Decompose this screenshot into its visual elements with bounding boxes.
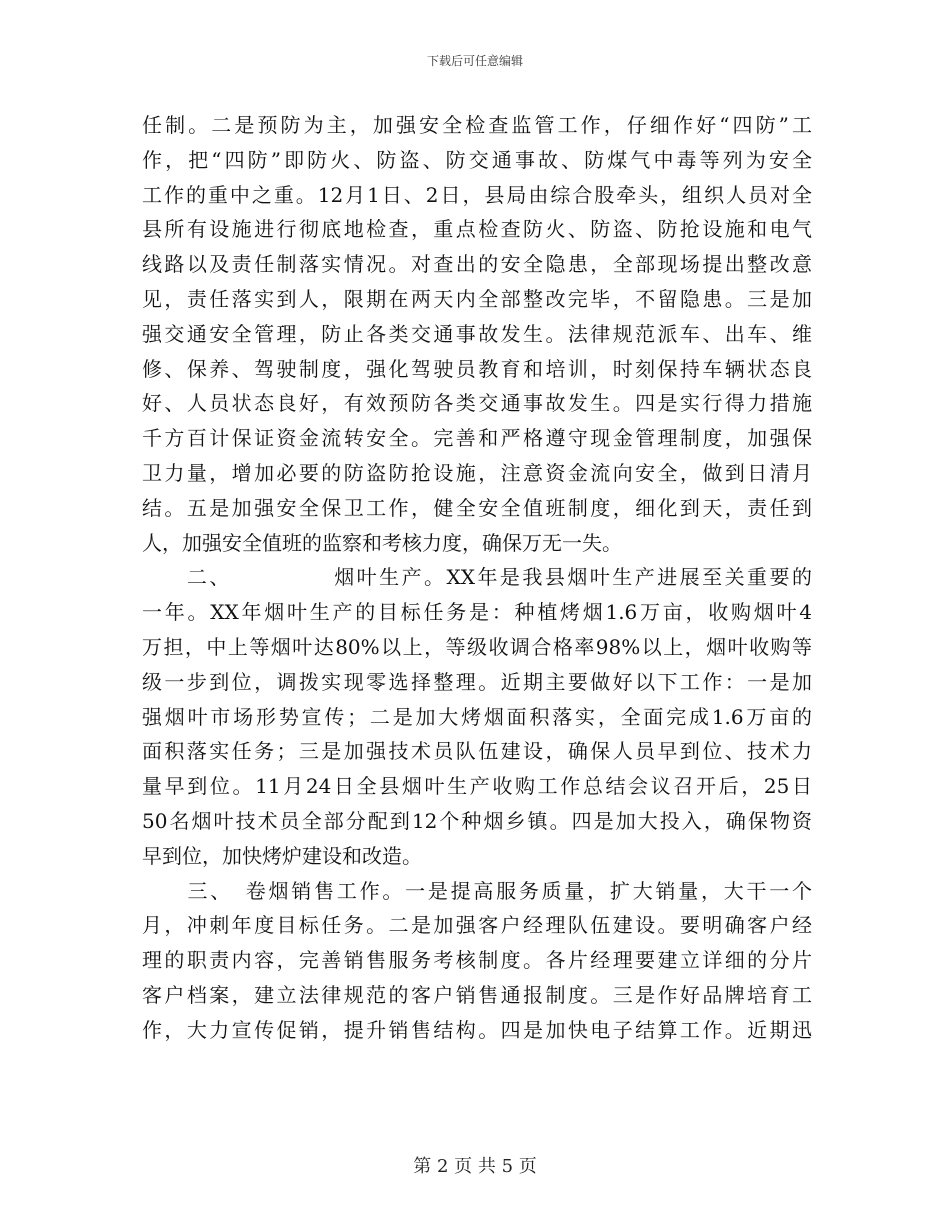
text-line: 一年。XX年烟叶生产的目标任务是：种植烤烟1.6万亩，收购烟叶4: [142, 600, 812, 625]
text-line: 千方百计保证资金流转安全。完善和严格遵守现金管理制度，加强保: [142, 426, 812, 451]
text-line: 好、人员状态良好，有效预防各类交通事故发生。四是实行得力措施: [142, 391, 812, 416]
text-line: 客户档案，建立法律规范的客户销售通报制度。三是作好品牌培育工: [142, 982, 812, 1007]
text-line: 卫力量，增加必要的防盗防抢设施，注意资金流向安全，做到日清月: [142, 460, 812, 485]
text-line: 作，把“四防”即防火、防盗、防交通事故、防煤气中毒等列为安全: [142, 147, 812, 172]
text-line: 县所有设施进行彻底地检查，重点检查防火、防盗、防抢设施和电气: [142, 217, 812, 242]
page-header: 下载后可任意编辑: [426, 54, 523, 68]
text-line: 见，责任落实到人，限期在两天内全部整改完毕，不留隐患。三是加: [142, 286, 812, 311]
text-line: 月，冲刺年度目标任务。二是加强客户经理队伍建设。要明确客户经: [142, 913, 812, 938]
text-line: 面积落实任务；三是加强技术员队伍建设，确保人员早到位、技术力: [142, 739, 812, 764]
document-body: [142, 108, 812, 1048]
text-line: 工作的重中之重。12月1日、2日，县局由综合股牵头，组织人员对全: [142, 182, 812, 207]
text-line: 作，大力宣传促销，提升销售结构。四是加快电子结算工作。近期迅: [142, 1017, 812, 1042]
section-heading-line: 三、 卷烟销售工作。一是提高服务质量，扩大销量，大干一个: [142, 878, 812, 903]
text-line: 级一步到位，调拨实现零选择整理。近期主要做好以下工作：一是加: [142, 669, 812, 694]
text-line: 修、保养、驾驶制度，强化驾驶员教育和培训，时刻保持车辆状态良: [142, 356, 812, 381]
text-line: 线路以及责任制落实情况。对查出的安全隐患，全部现场提出整改意: [142, 252, 812, 277]
text-line: 理的职责内容，完善销售服务考核制度。各片经理要建立详细的分片: [142, 948, 812, 973]
section-heading-line: 二、 烟叶生产。XX年是我县烟叶生产进展至关重要的: [142, 565, 812, 590]
text-line: 量早到位。11月24日全县烟叶生产收购工作总结会议召开后，25日: [142, 774, 812, 799]
text-line: 任制。二是预防为主，加强安全检查监管工作，仔细作好“四防”工: [142, 113, 812, 137]
text-line: 强交通安全管理，防止各类交通事故发生。法律规范派车、出车、维: [142, 321, 812, 346]
page-footer: 第 2 页 共 5 页: [413, 1156, 537, 1177]
text-line: 结。五是加强安全保卫工作，健全安全值班制度，细化到天，责任到: [142, 495, 812, 520]
text-line: 早到位，加快烤炉建设和改造。: [142, 843, 422, 868]
text-line: 万担，中上等烟叶达80%以上，等级收调合格率98%以上，烟叶收购等: [142, 634, 812, 659]
text-line: 人，加强安全值班的监察和考核力度，确保万无一失。: [142, 530, 622, 555]
text-line: 50名烟叶技术员全部分配到12个种烟乡镇。四是加大投入，确保物资: [142, 808, 812, 833]
text-line: 强烟叶市场形势宣传；二是加大烤烟面积落实，全面完成1.6万亩的: [142, 704, 812, 729]
